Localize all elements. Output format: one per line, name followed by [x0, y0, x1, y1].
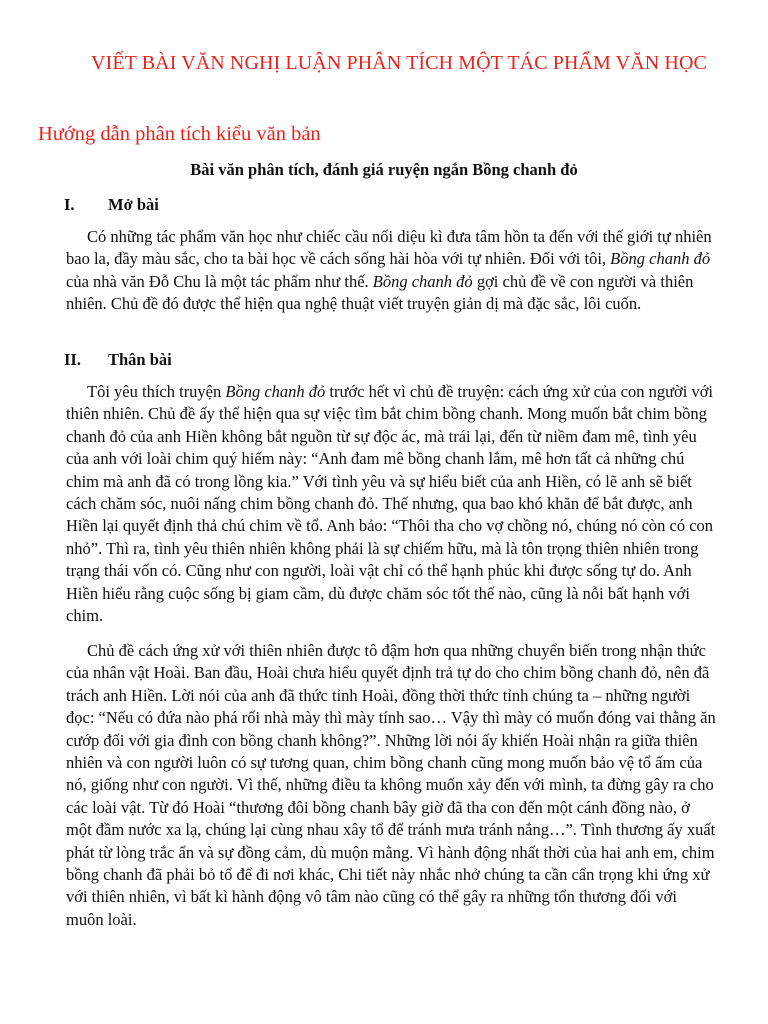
- part-label: Thân bài: [108, 350, 172, 369]
- part-number: I.: [64, 195, 75, 214]
- text-run: trước hết vì chủ đề truyện: cách ứng xử của con người với thiên nhiên. Chủ đề ấy thể hiện qua sự việc tìm bắt chim bồng chanh. Mong muốn bắt chim bồng chanh đỏ của anh Hiền không bắt nguồn từ sự độc ác, mà trái lại, đến từ niềm đam mê, tình yêu của anh với loài chim quý hiếm này: “Anh đam mê bồng chanh lắm, mê hơn tất cả những chú chim mà anh đã có trong lồng kia.” Với tình yêu và sự hiểu biết của anh Hiền, có lẽ anh sẽ biết cách chăm sóc, nuôi nấng chim bồng chanh đỏ. Thế nhưng, qua bao khó khăn để bắt được, anh Hiền lại quyết định thả chú chim về tổ. Anh bảo: “Thôi tha cho vợ chồng nó, chúng nó còn có con nhỏ”. Thì ra, tình yêu thiên nhiên không phải là sự chiếm hữu, mà là tôn trọng thiên nhiên trong trạng thái vốn có. Cũng như con người, loài vật chỉ có thể hạnh phúc khi được sống tự do. Anh Hiền hiểu rằng cuộc sống bị giam cầm, dù được chăm sóc tốt thế nào, cũng là nỗi bất hạnh với chim.: [66, 382, 714, 626]
- italic-run: Bồng chanh đỏ: [372, 271, 473, 291]
- part-label: Mở bài: [108, 195, 159, 214]
- text-run: Có những tác phẩm văn học như chiếc cầu nối diệu kì đưa tâm hồn ta đến với thế giới tự nhiên bao la, đầy màu sắc, cho ta bài học về cách sống hài hòa với tự nhiên. Đối với tôi,: [66, 227, 712, 269]
- text-run: gợi chủ đề về con người và thiên nhiên. Chủ đề đó được thể hiện qua nghệ thuật viết truyện giản dị mà đặc sắc, lôi cuốn.: [66, 271, 694, 314]
- paragraph-body-2: [66, 640, 716, 931]
- section-heading: Hướng dẫn phân tích kiểu văn bản: [38, 123, 321, 145]
- part-heading-body: [64, 350, 172, 370]
- italic-run: Bồng chanh đỏ: [225, 382, 326, 401]
- essay-title: Bài văn phân tích, đánh giá ruyện ngắn Bồng chanh đỏ: [190, 160, 578, 179]
- text-run: Chủ đề cách ứng xử với thiên nhiên được tô đậm hơn qua những chuyển biến trong nhận thức của nhân vật Hoài. Ban đầu, Hoài chưa hiểu quyết định trả tự do cho chim bồng chanh đỏ, nên đã trách anh Hiền. Lời nói của anh đã thức tỉnh Hoài, đồng thời thức tỉnh chúng ta – những người đọc: “Nếu có đứa nào phá rối nhà mày thì mày tính sao… Vậy thì mày có muốn đóng vai thằng ăn cướp đối với gia đình con bồng chanh không?”. Những lời nói ấy khiến Hoài nhận ra giữa thiên nhiên và con người luôn có sự tương quan, chim bồng chanh cũng mong muốn bảo vệ tổ ấm của nó, giống như con người. Vì thế, những điều ta không muốn xảy đến với mình, ta đừng gây ra cho các loài vật. Từ đó Hoài “thương đôi bồng chanh bây giờ đã tha con đến một cánh đồng nào, ở một đầm nước xa lạ, chúng lại cùng nhau xây tổ để tránh mưa tránh nắng…”. Tình thương ấy xuất phát từ lòng trắc ẩn và sự đồng cảm, dù muộn mằng. Vì hành động nhất thời của hai anh em, chim bồng chanh đã phải bỏ tổ để đi nơi khác, Chi tiết này nhắc nhở chúng ta cần cẩn trọng khi ứng xử với thiên nhiên, vì bất kì hành động vô tâm nào cũng có thể gây ra những tổn thương đối với muôn loài.: [66, 641, 716, 929]
- paragraph-intro: [66, 226, 716, 316]
- text-run: Tôi yêu thích truyện: [87, 382, 226, 401]
- document-title: VIẾT BÀI VĂN NGHỊ LUẬN PHÂN TÍCH MỘT TÁC PHẨM VĂN HỌC: [91, 52, 707, 74]
- italic-run: Bồng chanh đỏ: [610, 249, 711, 269]
- part-number: II.: [64, 350, 81, 369]
- paragraph-body-1: [66, 381, 716, 627]
- text-run: của nhà văn Đỗ Chu là một tác phẩm như thế.: [66, 271, 373, 291]
- part-heading-intro: [64, 195, 159, 215]
